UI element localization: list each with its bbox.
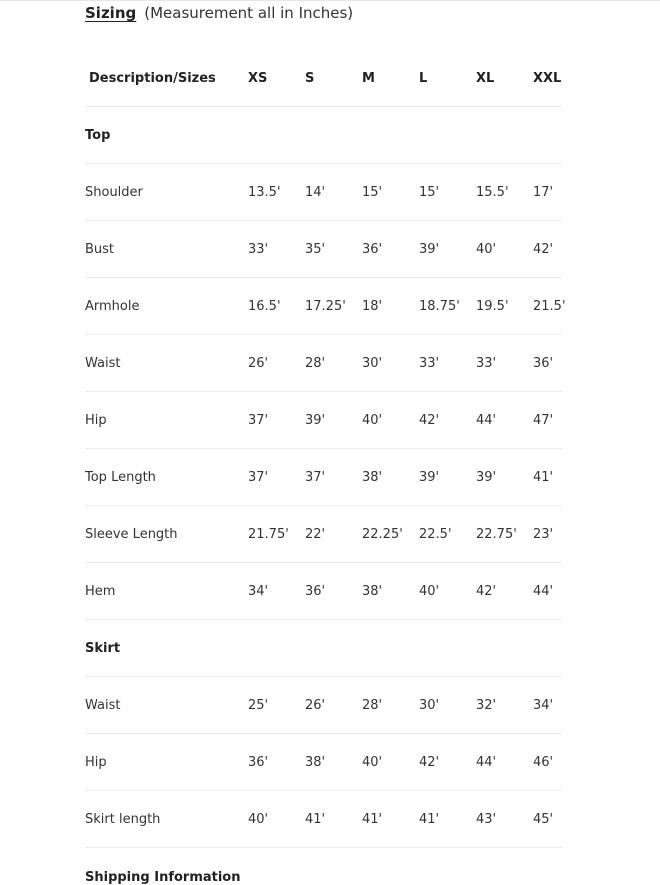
table-row	[85, 449, 562, 506]
section-label: Skirt	[85, 620, 248, 677]
table-row	[85, 563, 562, 620]
size-value-l: 18.75'	[419, 278, 476, 335]
size-value-xxl: 41'	[533, 449, 562, 506]
size-value-m: 41'	[362, 791, 419, 848]
table-header-row	[85, 50, 562, 107]
size-value-l: 15'	[419, 164, 476, 221]
size-value-m: 18'	[362, 278, 419, 335]
empty-cell	[419, 620, 476, 677]
size-value-xxl: 21.5'	[533, 278, 562, 335]
size-value-xs: 16.5'	[248, 278, 305, 335]
size-value-xl: 15.5'	[476, 164, 533, 221]
row-label: Armhole	[85, 278, 248, 335]
size-value-xxl: 17'	[533, 164, 562, 221]
size-value-xl: 32'	[476, 677, 533, 734]
size-value-xl: 22.75'	[476, 506, 533, 563]
size-value-xs: 37'	[248, 392, 305, 449]
size-value-s: 17.25'	[305, 278, 362, 335]
size-value-s: 41'	[305, 791, 362, 848]
size-value-xxl: 44'	[533, 563, 562, 620]
size-value-s: 38'	[305, 734, 362, 791]
table-row	[85, 734, 562, 791]
section-row-top	[85, 107, 562, 164]
size-value-xl: 43'	[476, 791, 533, 848]
sizing-heading	[85, 4, 353, 22]
size-value-s: 26'	[305, 677, 362, 734]
table-row	[85, 164, 562, 221]
row-label: Sleeve Length	[85, 506, 248, 563]
size-value-xxl: 47'	[533, 392, 562, 449]
size-value-m: 15'	[362, 164, 419, 221]
table-row	[85, 791, 562, 848]
table-row	[85, 221, 562, 278]
measurement-note: (Measurement all in Inches)	[144, 4, 354, 22]
size-value-xxl: 34'	[533, 677, 562, 734]
header-description: Description/Sizes	[85, 50, 248, 107]
size-value-s: 22'	[305, 506, 362, 563]
size-value-xs: 34'	[248, 563, 305, 620]
top-divider	[0, 0, 660, 1]
empty-cell	[476, 107, 533, 164]
size-value-xs: 37'	[248, 449, 305, 506]
empty-cell	[248, 107, 305, 164]
size-value-xl: 39'	[476, 449, 533, 506]
sizing-link[interactable]: Sizing	[85, 4, 137, 22]
size-value-s: 39'	[305, 392, 362, 449]
size-value-l: 39'	[419, 449, 476, 506]
size-value-xxl: 42'	[533, 221, 562, 278]
size-value-m: 38'	[362, 563, 419, 620]
size-value-xs: 40'	[248, 791, 305, 848]
size-value-l: 39'	[419, 221, 476, 278]
row-label: Top Length	[85, 449, 248, 506]
empty-cell	[362, 107, 419, 164]
size-value-m: 30'	[362, 335, 419, 392]
row-label: Shoulder	[85, 164, 248, 221]
header-size-m: M	[362, 50, 419, 107]
size-value-xl: 42'	[476, 563, 533, 620]
size-value-s: 35'	[305, 221, 362, 278]
row-label: Hip	[85, 392, 248, 449]
header-size-xs: XS	[248, 50, 305, 107]
empty-cell	[305, 620, 362, 677]
size-value-l: 42'	[419, 734, 476, 791]
size-value-xs: 26'	[248, 335, 305, 392]
header-size-xl: XL	[476, 50, 533, 107]
size-value-m: 28'	[362, 677, 419, 734]
size-value-l: 40'	[419, 563, 476, 620]
size-value-m: 40'	[362, 392, 419, 449]
row-label: Hem	[85, 563, 248, 620]
empty-cell	[476, 620, 533, 677]
section-label: Top	[85, 107, 248, 164]
size-value-m: 38'	[362, 449, 419, 506]
header-size-l: L	[419, 50, 476, 107]
size-value-s: 28'	[305, 335, 362, 392]
empty-cell	[533, 620, 562, 677]
size-value-m: 22.25'	[362, 506, 419, 563]
size-value-m: 36'	[362, 221, 419, 278]
size-value-xs: 13.5'	[248, 164, 305, 221]
size-value-xs: 33'	[248, 221, 305, 278]
size-value-l: 22.5'	[419, 506, 476, 563]
row-label: Bust	[85, 221, 248, 278]
table-row	[85, 506, 562, 563]
table-row	[85, 278, 562, 335]
size-value-s: 37'	[305, 449, 362, 506]
size-value-xxl: 36'	[533, 335, 562, 392]
size-value-l: 30'	[419, 677, 476, 734]
size-value-l: 41'	[419, 791, 476, 848]
size-value-s: 14'	[305, 164, 362, 221]
row-label: Skirt length	[85, 791, 248, 848]
size-value-xl: 40'	[476, 221, 533, 278]
size-value-xl: 33'	[476, 335, 533, 392]
size-value-xxl: 45'	[533, 791, 562, 848]
size-value-xs: 21.75'	[248, 506, 305, 563]
empty-cell	[305, 107, 362, 164]
next-section-heading: Shipping Information	[85, 870, 241, 885]
size-value-xs: 25'	[248, 677, 305, 734]
table-row	[85, 392, 562, 449]
empty-cell	[419, 107, 476, 164]
row-label: Hip	[85, 734, 248, 791]
size-value-s: 36'	[305, 563, 362, 620]
size-value-xxl: 23'	[533, 506, 562, 563]
size-value-xl: 44'	[476, 392, 533, 449]
row-label: Waist	[85, 335, 248, 392]
header-size-s: S	[305, 50, 362, 107]
section-row-skirt	[85, 620, 562, 677]
size-table-body	[85, 50, 566, 848]
table-row	[85, 335, 562, 392]
row-label: Waist	[85, 677, 248, 734]
size-value-xxl: 46'	[533, 734, 562, 791]
empty-cell	[362, 620, 419, 677]
table-row	[85, 677, 562, 734]
size-table	[85, 50, 566, 848]
size-value-l: 42'	[419, 392, 476, 449]
size-chart	[85, 50, 566, 848]
header-size-xxl: XXL	[533, 50, 562, 107]
size-value-m: 40'	[362, 734, 419, 791]
empty-cell	[533, 107, 562, 164]
size-value-xl: 19.5'	[476, 278, 533, 335]
size-value-xs: 36'	[248, 734, 305, 791]
size-value-l: 33'	[419, 335, 476, 392]
empty-cell	[248, 620, 305, 677]
size-value-xl: 44'	[476, 734, 533, 791]
